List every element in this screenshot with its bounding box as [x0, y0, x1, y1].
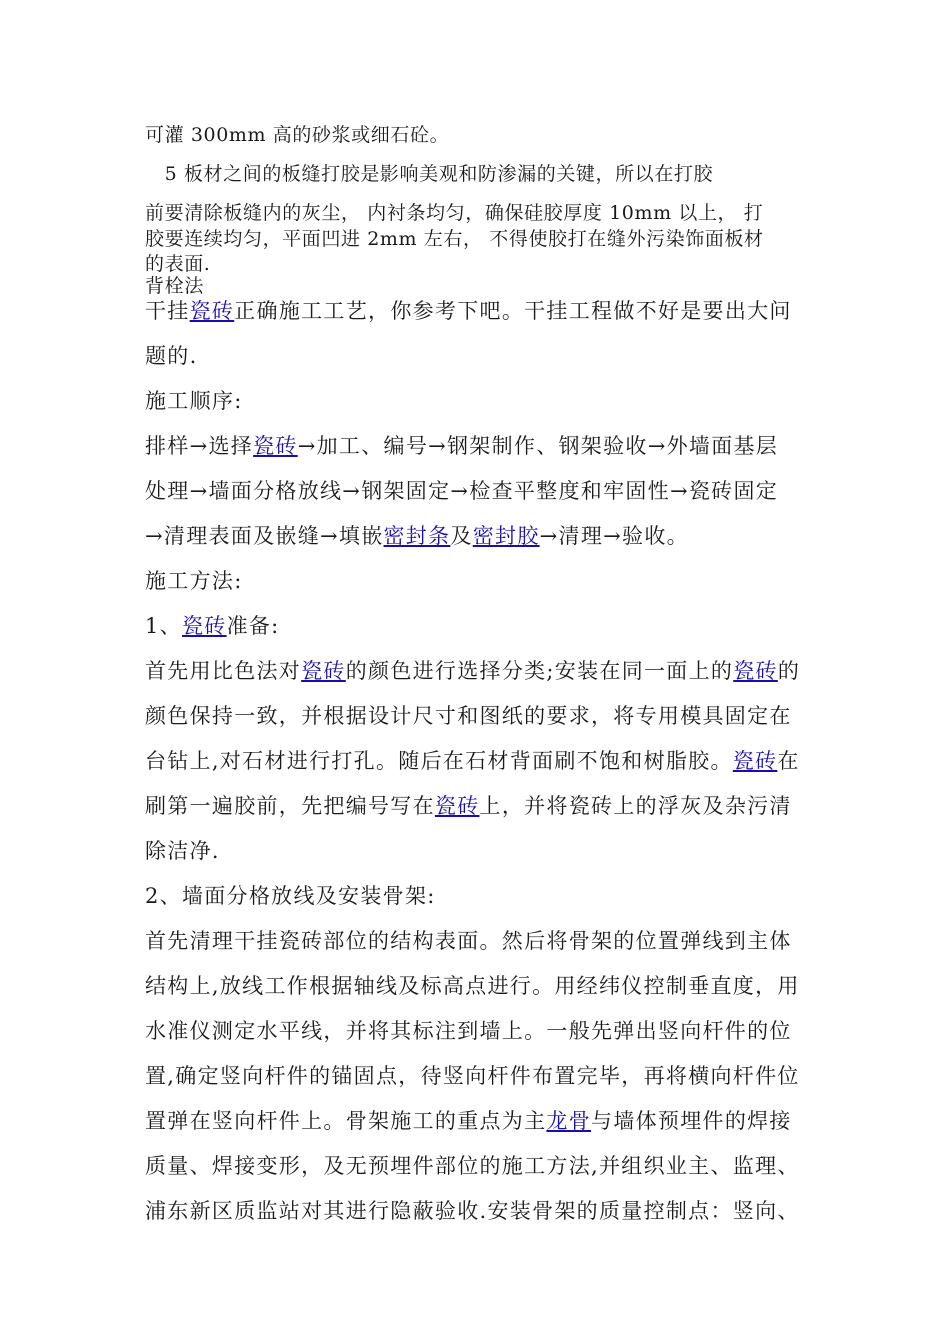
text-line [145, 297, 792, 325]
text-segment: →清理→验收。 [539, 524, 689, 548]
keyword-link[interactable]: 瓷砖 [733, 659, 778, 683]
text-segment: 的颜色进行选择分类;安装在同一面上的 [345, 659, 734, 683]
text-line [145, 882, 436, 910]
text-line [145, 387, 243, 415]
text-segment: 准备: [226, 614, 280, 638]
keyword-link[interactable]: 龙骨 [546, 1109, 592, 1133]
text-line [145, 522, 689, 550]
text-line [145, 792, 792, 820]
text-segment: →加工、编号→钢架制作、钢架验收→外墙面基层 [297, 434, 779, 458]
text-segment: 排样→选择 [145, 434, 254, 458]
text-line [145, 1062, 800, 1090]
text-line [145, 477, 778, 505]
text-segment: 1、 [145, 614, 182, 638]
text-segment: 在 [777, 749, 800, 773]
text-segment: 可灌 300mm 高的砂浆或细石砼。 [145, 124, 450, 146]
text-line [145, 1197, 800, 1225]
text-segment: 干挂 [145, 299, 190, 323]
text-segment: 结构上,放线工作根据轴线及标高点进行。用经纬仪控制垂直度，用 [145, 974, 800, 998]
keyword-link[interactable]: 瓷砖 [181, 614, 227, 638]
text-segment: 施工方法: [145, 569, 243, 593]
text-segment: 2、墙面分格放线及安装骨架: [145, 884, 436, 908]
text-segment: 的 [777, 659, 801, 683]
text-line [145, 837, 220, 865]
text-line [145, 1152, 800, 1180]
keyword-link[interactable]: 瓷砖 [189, 299, 235, 323]
keyword-link[interactable]: 瓷砖 [434, 794, 480, 818]
text-line [145, 432, 778, 460]
text-segment: 背栓法 [145, 275, 204, 297]
text-segment: →清理表面及嵌缝→填嵌 [145, 524, 384, 548]
text-segment: 题的. [145, 344, 198, 368]
text-segment: 处理→墙面分格放线→钢架固定→检查平整度和牢固性→瓷砖固定 [145, 479, 779, 503]
text-line [145, 272, 204, 300]
text-segment: 5 板材之间的板缝打胶是影响美观和防渗漏的关键，所以在打胶 [145, 163, 714, 185]
text-segment: 胶要连续均匀，平面凹进 2mm 左右， 不得使胶打在缝外污染饰面板材 [145, 228, 764, 250]
text-segment: 除洁净. [145, 839, 220, 863]
text-segment: 置弹在竖向杆件上。骨架施工的重点为主 [145, 1109, 547, 1133]
keyword-link[interactable]: 密封条 [383, 524, 451, 548]
text-line [145, 702, 792, 730]
text-segment: 上，并将瓷砖上的浮灰及杂污清 [479, 794, 792, 818]
text-line [145, 121, 449, 149]
text-line [145, 657, 800, 685]
text-line [145, 160, 713, 188]
text-segment: 颜色保持一致，并根据设计尺寸和图纸的要求，将专用模具固定在 [145, 704, 792, 728]
text-segment: 台钻上,对石材进行打孔。随后在石材背面刷不饱和树脂胶。 [145, 749, 733, 773]
text-line [145, 225, 764, 253]
text-line [145, 612, 280, 640]
keyword-link[interactable]: 密封胶 [472, 524, 540, 548]
keyword-link[interactable]: 瓷砖 [732, 749, 778, 773]
text-segment: 置,确定竖向杆件的锚固点，待竖向杆件布置完毕，再将横向杆件位 [145, 1064, 800, 1088]
text-segment: 前要清除板缝内的灰尘， 内衬条均匀，确保硅胶厚度 10mm 以上， 打 [145, 202, 764, 224]
text-line [145, 567, 243, 595]
text-segment: 质量、焊接变形，及无预埋件部位的施工方法,并组织业主、监理、 [145, 1154, 800, 1178]
text-line [145, 1107, 792, 1135]
text-line [145, 927, 792, 955]
text-segment: 刷第一遍胶前，先把编号写在 [145, 794, 435, 818]
text-line [145, 747, 800, 775]
text-segment: 及 [450, 524, 473, 548]
text-segment: 水准仪测定水平线，并将其标注到墙上。一般先弹出竖向杆件的位 [145, 1019, 792, 1043]
text-segment: 浦东新区质监站对其进行隐蔽验收.安装骨架的质量控制点：竖向、 [145, 1199, 800, 1223]
text-segment: 的表面. [145, 253, 211, 275]
keyword-link[interactable]: 瓷砖 [301, 659, 346, 683]
keyword-link[interactable]: 瓷砖 [253, 434, 298, 458]
text-line [145, 199, 763, 227]
text-line [145, 1017, 792, 1045]
text-line [145, 342, 198, 370]
text-segment: 施工顺序: [145, 389, 243, 413]
text-segment: 正确施工工艺，你参考下吧。干挂工程做不好是要出大问 [234, 299, 792, 323]
text-segment: 首先用比色法对 [145, 659, 302, 683]
text-line [145, 972, 800, 1000]
text-segment: 与墙体预埋件的焊接 [591, 1109, 792, 1133]
text-segment: 首先清理干挂瓷砖部位的结构表面。然后将骨架的位置弹线到主体 [145, 929, 792, 953]
